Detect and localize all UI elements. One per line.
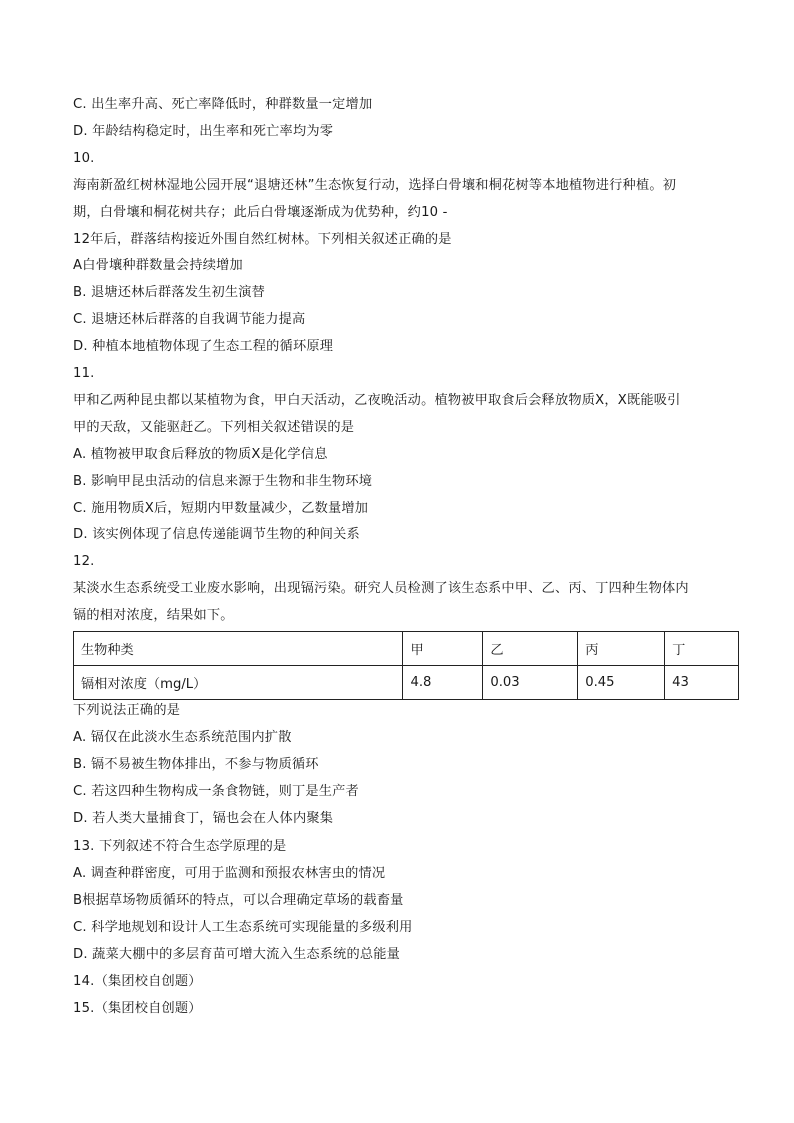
- table-cell: 43: [665, 666, 739, 700]
- text-line: D. 该实例体现了信息传递能调节生物的种间关系: [73, 527, 360, 543]
- text-line: 13. 下列叙述不符合生态学原理的是: [73, 838, 287, 854]
- text-line: A. 植物被甲取食后释放的物质X是化学信息: [73, 446, 328, 462]
- table-header-cell: 生物种类: [74, 632, 403, 666]
- text-line: D. 蔬菜大棚中的多层育苗可增大流入生态系统的总能量: [73, 946, 401, 962]
- text-line: D. 年龄结构稳定时，出生率和死亡率均为零: [73, 123, 334, 139]
- text-line: C. 施用物质X后，短期内甲数量减少，乙数量增加: [73, 500, 369, 516]
- text-line: 海南新盈红树林湿地公园开展“退塘还林”生态恢复行动，选择白骨壤和桐花树等本地植物进行种植。初: [73, 177, 677, 193]
- text-line: A. 镉仅在此淡水生态系统范围内扩散: [73, 730, 292, 746]
- text-line: 镉的相对浓度，结果如下。: [73, 608, 234, 624]
- text-line: C. 出生率升高、死亡率降低时，种群数量一定增加: [73, 97, 373, 112]
- text-line: C. 若这四种生物构成一条食物链，则丁是生产者: [73, 784, 359, 800]
- text-line: 14.（集团校自创题）: [73, 974, 202, 989]
- table-header-cell: 甲: [403, 632, 483, 666]
- text-line: D. 种植本地植物体现了生态工程的循环原理: [73, 339, 334, 355]
- table-cell: 0.45: [578, 666, 665, 700]
- text-line: B. 镉不易被生物体排出，不参与物质循环: [73, 757, 319, 773]
- text-line: B. 退塘还林后群落发生初生演替: [73, 285, 266, 301]
- cadmium-table: [73, 631, 739, 700]
- text-line: D. 若人类大量捕食丁，镉也会在人体内聚集: [73, 811, 334, 827]
- text-line: B. 影响甲昆虫活动的信息来源于生物和非生物环境: [73, 473, 373, 489]
- text-line: 期，白骨壤和桐花树共存；此后白骨壤逐渐成为优势种，约10 -: [73, 204, 448, 220]
- text-line: 12年后，群落结构接近外围自然红树林。下列相关叙述正确的是: [73, 231, 452, 247]
- text-line: 下列说法正确的是: [73, 703, 181, 718]
- text-line: 11.: [73, 366, 95, 381]
- text-line: 12.: [73, 554, 95, 570]
- text-line: 甲的天敌，又能驱赶乙。下列相关叙述错误的是: [73, 419, 355, 435]
- table-header-cell: 丙: [578, 632, 665, 666]
- text-line: C. 退塘还林后群落的自我调节能力提高: [73, 312, 306, 328]
- text-line: B根据草场物质循环的特点，可以合理确定草场的载畜量: [73, 892, 404, 908]
- table-header-cell: 乙: [483, 632, 578, 666]
- text-line: 某淡水生态系统受工业废水影响，出现镉污染。研究人员检测了该生态系中甲、乙、丙、丁四种生物体内: [73, 581, 689, 597]
- text-line: A. 调查种群密度，可用于监测和预报农林害虫的情况: [73, 865, 386, 881]
- table-cell: 镉相对浓度（mg/L）: [74, 666, 403, 700]
- text-line: 10.: [73, 150, 95, 166]
- text-line: 甲和乙两种昆虫都以某植物为食，甲白天活动，乙夜晚活动。植物被甲取食后会释放物质X，X既能吸引: [73, 392, 681, 408]
- table-row: [74, 666, 739, 700]
- table-header-row: [74, 632, 739, 666]
- text-line: C. 科学地规划和设计人工生态系统可实现能量的多级利用: [73, 919, 413, 935]
- table-header-cell: 丁: [665, 632, 739, 666]
- table-cell: 0.03: [483, 666, 578, 700]
- table-cell: 4.8: [403, 666, 483, 700]
- text-line: 15.（集团校自创题）: [73, 1001, 202, 1017]
- text-line: A白骨壤种群数量会持续增加: [73, 258, 243, 274]
